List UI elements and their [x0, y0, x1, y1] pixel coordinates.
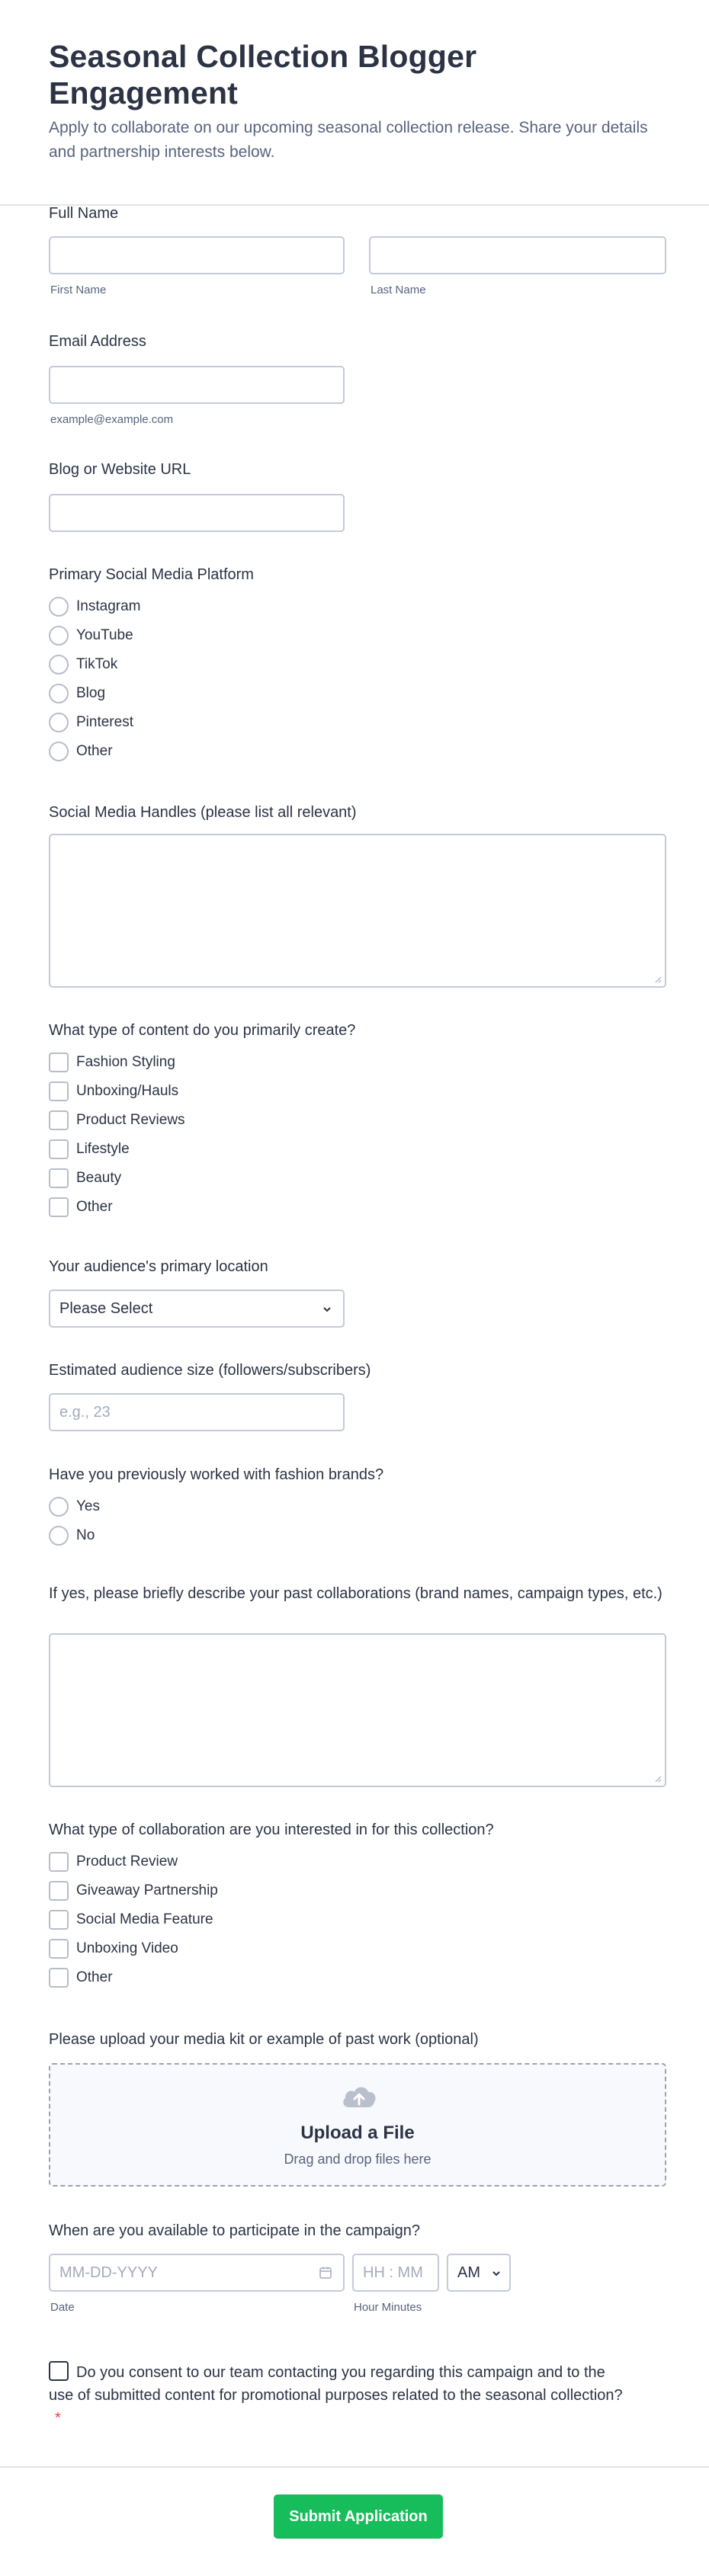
first-name-input[interactable] [49, 236, 345, 274]
option-label: Yes [76, 1498, 100, 1514]
location-select[interactable] [49, 1290, 345, 1328]
platform-option[interactable] [49, 712, 133, 733]
worked-before-option[interactable] [49, 1496, 100, 1517]
consent-field [49, 2361, 628, 2430]
option-label: Social Media Feature [76, 1911, 213, 1927]
date-sublabel: Date [50, 2301, 75, 2314]
audience-size-field [49, 1360, 666, 1436]
option-label: Other [76, 1199, 113, 1215]
radio-button[interactable] [49, 713, 69, 732]
time-input[interactable] [352, 2254, 439, 2292]
collab-type-option[interactable] [49, 1880, 218, 1902]
checkbox[interactable] [49, 1168, 69, 1188]
checkbox[interactable] [49, 1852, 69, 1872]
collab-type-option[interactable] [49, 1938, 178, 1959]
content-type-option[interactable] [49, 1197, 113, 1218]
platform-option[interactable] [49, 596, 140, 617]
location-field [49, 1256, 666, 1332]
content-type-option[interactable] [49, 1052, 175, 1073]
worked-before-option[interactable] [49, 1525, 95, 1546]
blog-url-label: Blog or Website URL [49, 461, 191, 478]
radio-button[interactable] [49, 597, 69, 617]
option-label: Beauty [76, 1170, 122, 1186]
ampm-value: AM [457, 2264, 480, 2281]
email-sublabel: example@example.com [50, 413, 174, 426]
option-label: Unboxing/Hauls [76, 1083, 179, 1099]
full-name-label: Full Name [49, 205, 119, 222]
resize-handle-icon[interactable] [654, 976, 662, 983]
checkbox[interactable] [49, 1139, 69, 1159]
option-label: Blog [76, 685, 106, 701]
email-field [49, 331, 666, 430]
availability-field [49, 2220, 666, 2319]
audience-size-input[interactable] [49, 1393, 345, 1431]
audience-size-placeholder: e.g., 23 [59, 1404, 111, 1421]
platform-option[interactable] [49, 654, 117, 675]
checkbox[interactable] [49, 1968, 69, 1988]
chevron-down-icon [322, 1304, 332, 1315]
ampm-select[interactable] [447, 2254, 511, 2292]
last-name-input[interactable] [369, 236, 666, 274]
option-label: Product Review [76, 1854, 178, 1870]
collab-type-field [49, 1819, 666, 1994]
collab-type-option[interactable] [49, 1909, 213, 1930]
option-label: Lifestyle [76, 1141, 130, 1157]
option-label: Fashion Styling [76, 1054, 175, 1070]
handles-field [49, 802, 666, 992]
full-name-field [49, 203, 666, 302]
option-label: Other [76, 1969, 113, 1985]
option-label: Other [76, 743, 113, 759]
radio-button[interactable] [49, 655, 69, 674]
chevron-down-icon [491, 2268, 502, 2279]
checkbox[interactable] [49, 1881, 69, 1901]
option-label: YouTube [76, 627, 133, 643]
option-label: No [76, 1527, 95, 1543]
first-name-sublabel: First Name [50, 284, 107, 296]
required-marker: * [55, 2410, 61, 2427]
platform-field [49, 564, 666, 770]
last-name-sublabel: Last Name [371, 284, 426, 296]
option-label: Instagram [76, 598, 141, 614]
radio-button[interactable] [49, 684, 69, 703]
calendar-icon[interactable] [319, 2266, 332, 2280]
platform-option[interactable] [49, 683, 105, 704]
checkbox[interactable] [49, 1110, 69, 1130]
file-upload-dropzone[interactable] [49, 2063, 666, 2187]
form-header [0, 0, 709, 204]
content-type-label: What type of content do you primarily create? [49, 1022, 356, 1039]
radio-button[interactable] [49, 1497, 69, 1517]
platform-label: Primary Social Media Platform [49, 566, 254, 583]
collab-type-option[interactable] [49, 1967, 113, 1988]
past-collabs-label: If yes, please briefly describe your past collaborations (brand names, campaign types, etc.) [49, 1585, 662, 1602]
date-input[interactable] [49, 2254, 345, 2292]
content-type-option[interactable] [49, 1110, 185, 1131]
consent-text: Do you consent to our team contacting you regarding this campaign and to the use of submitted content for promotional purposes related to the seasonal collection? [49, 2364, 623, 2404]
checkbox[interactable] [49, 1910, 69, 1930]
audience-size-label: Estimated audience size (followers/subscribers) [49, 1362, 371, 1379]
blog-url-field [49, 459, 666, 535]
handles-label: Social Media Handles (please list all relevant) [49, 804, 357, 821]
content-type-field [49, 1020, 666, 1226]
option-label: Pinterest [76, 714, 133, 730]
email-label: Email Address [49, 333, 146, 350]
platform-option[interactable] [49, 741, 113, 762]
handles-textarea[interactable] [49, 834, 666, 988]
checkbox[interactable] [49, 1053, 69, 1072]
resize-handle-icon[interactable] [654, 1775, 662, 1783]
form-description: Apply to collaborate on our upcoming seasonal collection release. Share your details and partnership interests below. [49, 119, 648, 161]
collab-type-option[interactable] [49, 1851, 178, 1873]
collab-type-label: What type of collaboration are you interested in for this collection? [49, 1821, 494, 1838]
checkbox[interactable] [49, 1081, 69, 1101]
checkbox[interactable] [49, 1197, 69, 1217]
option-label: Unboxing Video [76, 1940, 178, 1956]
past-collabs-textarea[interactable] [49, 1633, 666, 1787]
checkbox[interactable] [49, 1939, 69, 1959]
cloud-upload-icon [340, 2081, 378, 2112]
option-label: TikTok [76, 656, 118, 672]
date-placeholder: MM-DD-YYYY [59, 2264, 158, 2281]
worked-before-label: Have you previously worked with fashion brands? [49, 1466, 384, 1483]
location-label: Your audience's primary location [49, 1258, 268, 1275]
media-kit-field [49, 2029, 666, 2052]
radio-button[interactable] [49, 626, 69, 646]
platform-option[interactable] [49, 625, 133, 646]
option-label: Product Reviews [76, 1112, 185, 1128]
time-sublabel: Hour Minutes [354, 2301, 422, 2314]
content-type-option[interactable] [49, 1081, 178, 1102]
email-input[interactable] [49, 366, 345, 404]
upload-subtitle: Drag and drop files here [284, 2151, 431, 2167]
time-placeholder: HH : MM [363, 2264, 423, 2281]
footer-divider [0, 2466, 709, 2468]
content-type-option[interactable] [49, 1168, 121, 1189]
form-title: Seasonal Collection Blogger Engagement [49, 39, 477, 111]
past-collabs-field [49, 1583, 666, 1789]
upload-title: Upload a File [300, 2123, 415, 2143]
availability-label: When are you available to participate in the campaign? [49, 2222, 420, 2239]
radio-button[interactable] [49, 742, 69, 761]
blog-url-input[interactable] [49, 494, 345, 532]
worked-before-field [49, 1464, 666, 1548]
consent-checkbox[interactable] [49, 2361, 69, 2381]
submit-button[interactable]: Submit Application [274, 2494, 443, 2539]
media-kit-label: Please upload your media kit or example of past work (optional) [49, 2031, 479, 2048]
radio-button[interactable] [49, 1526, 69, 1546]
content-type-option[interactable] [49, 1139, 130, 1160]
option-label: Giveaway Partnership [76, 1882, 218, 1898]
location-selected-value: Please Select [59, 1300, 153, 1317]
